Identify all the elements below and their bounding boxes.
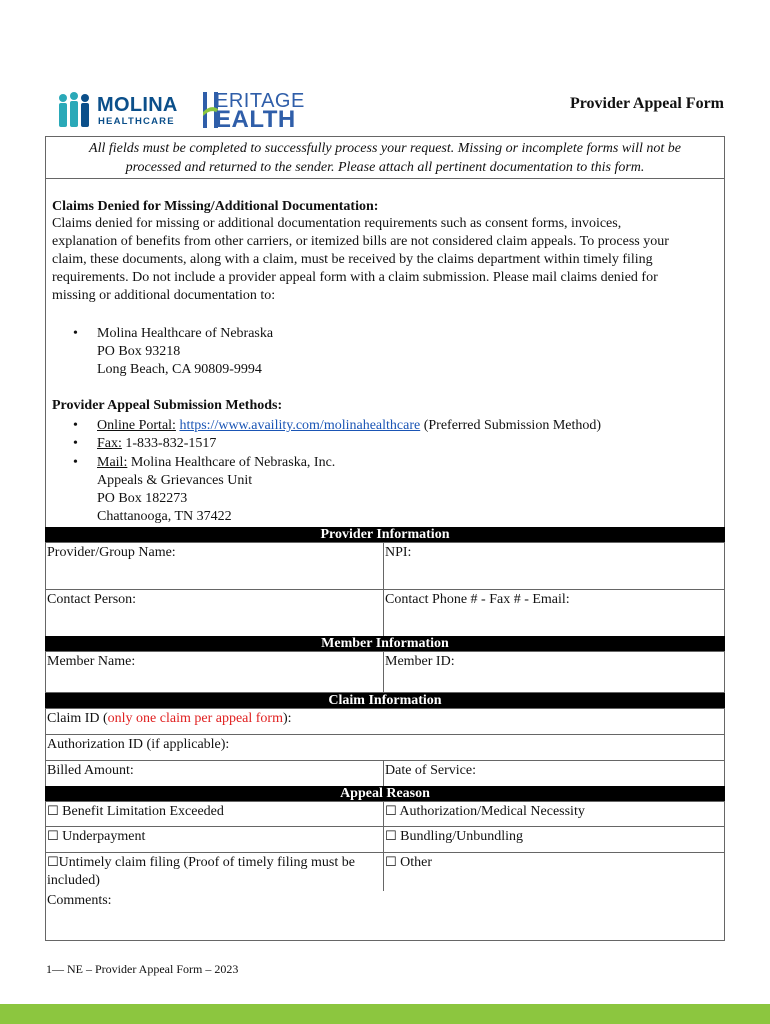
claims-denied-line: missing or additional documentation to: [52, 288, 276, 303]
contact-person-label: Contact Person: [47, 592, 137, 607]
provider-group-name-label: Provider/Group Name: [47, 545, 176, 560]
heritage-health-logo [203, 90, 323, 133]
authorization-id-label: Authorization ID (if applicable): [47, 737, 230, 752]
checkbox-icon[interactable]: ☐ [47, 804, 59, 819]
online-portal-note: (Preferred Submission Method) [423, 418, 602, 433]
checkbox-icon[interactable]: ☐ [385, 829, 397, 844]
billed-amount-field[interactable] [45, 760, 384, 787]
address-line: PO Box 93218 [97, 344, 181, 359]
billed-amount-label: Billed Amount: [47, 763, 134, 778]
online-portal-label: Online Portal: [97, 418, 176, 433]
untimely-filing-label-cont: included) [47, 873, 100, 888]
provider-information-band: Provider Information [45, 527, 725, 542]
untimely-filing-option[interactable] [45, 852, 384, 892]
claims-denied-line: explanation of benefits from other carriers, or itemized bills are not considered claim appeals. To process your [52, 234, 669, 249]
fax-item [97, 435, 216, 453]
address-line: Long Beach, CA 90809-9994 [97, 362, 262, 377]
molina-healthcare-logo [57, 90, 177, 130]
mail-line: PO Box 182273 [97, 491, 188, 506]
contact-details-label: Contact Phone # - Fax # - Email: [385, 592, 570, 607]
benefit-limitation-label: Benefit Limitation Exceeded [62, 804, 224, 819]
comments-field[interactable] [45, 891, 725, 941]
submission-methods-heading: Provider Appeal Submission Methods: [52, 398, 283, 413]
npi-field[interactable] [383, 542, 725, 590]
claims-mailing-address [97, 325, 273, 379]
authorization-necessity-option[interactable] [383, 801, 725, 827]
authorization-id-field[interactable] [45, 734, 725, 761]
fax-number: 1-833-832-1517 [125, 436, 217, 451]
mail-line: Chattanooga, TN 37422 [97, 509, 232, 524]
claim-id-note: only one claim per appeal form [107, 711, 283, 726]
authorization-necessity-label: Authorization/Medical Necessity [399, 804, 585, 819]
benefit-limitation-option[interactable] [45, 801, 384, 827]
provider-group-name-field[interactable] [45, 542, 384, 590]
member-id-field[interactable] [383, 651, 725, 693]
bullet-icon: • [73, 436, 78, 451]
instructions-line-1: All fields must be completed to successfully process your request. Missing or incomplete forms will not be [89, 141, 681, 156]
member-name-field[interactable] [45, 651, 384, 693]
claims-denied-line: Claims denied for missing or additional documentation requirements such as consent forms, invoices, [52, 216, 622, 231]
mail-line: Appeals & Grievances Unit [97, 473, 253, 488]
online-portal-link[interactable]: https://www.availity.com/molinahealthcare [179, 418, 421, 433]
member-name-label: Member Name: [47, 654, 136, 669]
untimely-filing-label: Untimely claim filing (Proof of timely filing must be [58, 855, 355, 870]
address-line: Molina Healthcare of Nebraska [97, 326, 274, 341]
contact-details-field[interactable] [383, 589, 725, 637]
footer-color-bar [0, 1004, 770, 1024]
date-of-service-field[interactable] [383, 760, 725, 787]
appeal-reason-band: Appeal Reason [45, 786, 725, 801]
contact-person-field[interactable] [45, 589, 384, 637]
page-footer: 1— NE – Provider Appeal Form – 2023 [46, 962, 239, 976]
comments-label: Comments: [47, 893, 112, 908]
npi-label: NPI: [385, 545, 412, 560]
claim-information-band: Claim Information [45, 693, 725, 708]
bundling-label: Bundling/Unbundling [400, 829, 524, 844]
member-id-label: Member ID: [385, 654, 455, 669]
online-portal-item [97, 417, 601, 435]
other-option[interactable] [383, 852, 725, 892]
bundling-option[interactable] [383, 826, 725, 853]
mail-line: Molina Healthcare of Nebraska, Inc. [130, 455, 336, 470]
molina-people-icon [57, 92, 97, 128]
checkbox-icon[interactable]: ☐ [385, 804, 397, 819]
bullet-icon: • [73, 418, 78, 433]
claims-denied-heading: Claims Denied for Missing/Additional Documentation: [52, 199, 379, 214]
other-label: Other [400, 855, 433, 870]
claim-id-label: Claim ID ( [47, 711, 108, 726]
claims-denied-text [52, 215, 722, 305]
instructions-box [45, 136, 725, 179]
date-of-service-label: Date of Service: [385, 763, 476, 778]
claims-denied-line: claim, these documents, along with a claim, must be received by the claims department within timely filing [52, 252, 653, 267]
checkbox-icon[interactable]: ☐ [47, 855, 59, 870]
checkbox-icon[interactable]: ☐ [385, 855, 397, 870]
molina-subtitle: HEALTHCARE [98, 116, 175, 127]
mail-item [97, 454, 335, 526]
member-information-band: Member Information [45, 636, 725, 651]
bullet-icon: • [73, 326, 78, 341]
heritage-top-text: ERITAGE [215, 90, 305, 112]
checkbox-icon[interactable]: ☐ [47, 829, 59, 844]
claim-id-field[interactable] [45, 708, 725, 735]
mail-label: Mail: [97, 455, 128, 470]
underpayment-option[interactable] [45, 826, 384, 853]
form-title: Provider Appeal Form [569, 95, 724, 112]
heritage-bottom-text: EALTH [215, 106, 296, 133]
claim-id-label-end: ): [282, 711, 292, 726]
underpayment-label: Underpayment [62, 829, 146, 844]
claims-denied-line: requirements. Do not include a provider appeal form with a claim submission. Please mail claims denied for [52, 270, 658, 285]
fax-label: Fax: [97, 436, 122, 451]
bullet-icon: • [73, 455, 78, 470]
instructions-line-2: processed and returned to the sender. Please attach all pertinent documentation to this form. [125, 160, 645, 175]
molina-wordmark: MOLINA [97, 94, 178, 116]
